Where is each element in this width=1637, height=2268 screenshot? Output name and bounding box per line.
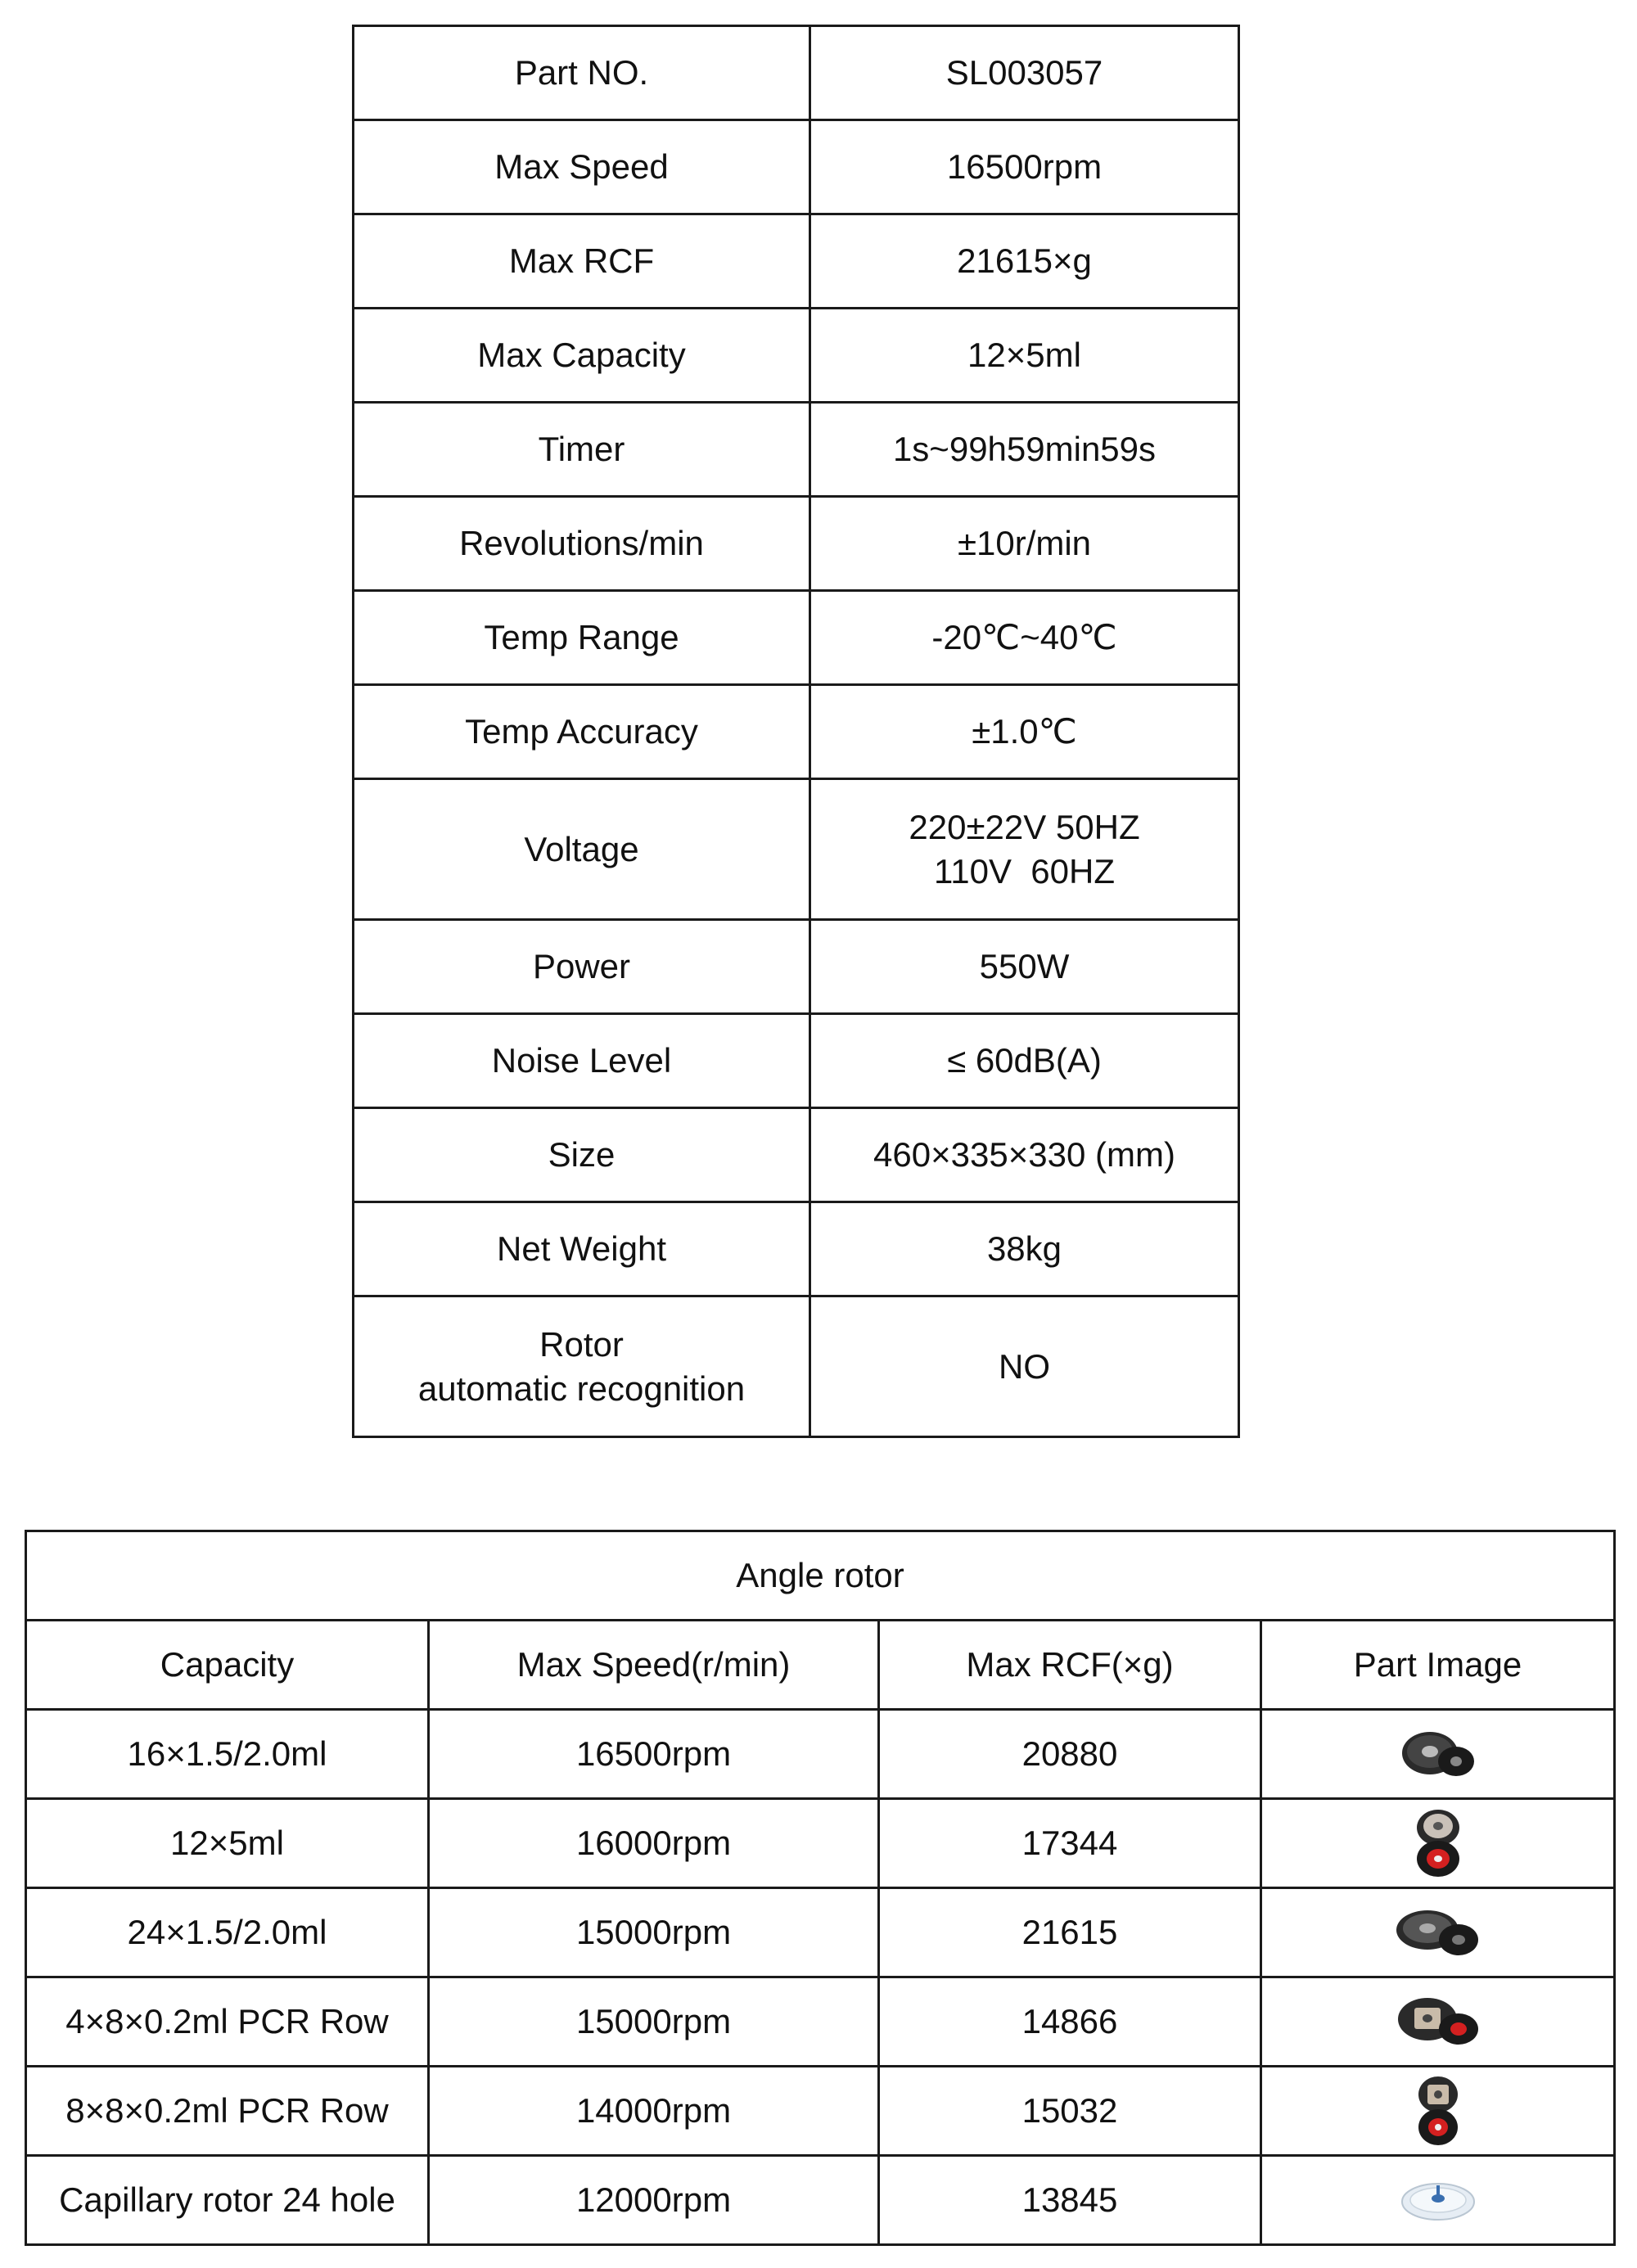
header-capacity: Capacity	[26, 1621, 429, 1710]
spec-row	[354, 1014, 1239, 1108]
rcf-cell: 14866	[879, 1977, 1261, 2067]
spec-value: SL003057	[810, 26, 1239, 120]
spec-row	[354, 920, 1239, 1014]
spec-row	[354, 591, 1239, 685]
speed-cell: 15000rpm	[429, 1977, 879, 2067]
rcf-cell: 13845	[879, 2156, 1261, 2245]
spec-label: Noise Level	[354, 1014, 810, 1108]
spec-row	[354, 403, 1239, 497]
spec-table	[352, 25, 1240, 1438]
capacity-cell: 4×8×0.2ml PCR Row	[26, 1977, 429, 2067]
spec-label: Size	[354, 1108, 810, 1202]
table-row	[26, 1799, 1615, 1888]
table-row	[26, 2067, 1615, 2156]
spec-label: Voltage	[354, 779, 810, 920]
rotor-table-title: Angle rotor	[26, 1531, 1615, 1621]
spec-label: Temp Range	[354, 591, 810, 685]
capacity-cell: Capillary rotor 24 hole	[26, 2156, 429, 2245]
black-rotor-icon	[1397, 1725, 1479, 1783]
spec-label: Max RCF	[354, 214, 810, 309]
rotor-header-row	[26, 1621, 1615, 1710]
rcf-cell: 21615	[879, 1888, 1261, 1977]
spec-label: Max Capacity	[354, 309, 810, 403]
spec-row	[354, 1108, 1239, 1202]
rotor-title-row	[26, 1531, 1615, 1621]
table-row	[26, 2156, 1615, 2245]
spec-label: Power	[354, 920, 810, 1014]
spec-label: Max Speed	[354, 120, 810, 214]
table-row	[26, 1710, 1615, 1799]
capacity-cell: 12×5ml	[26, 1799, 429, 1888]
rotor-table	[25, 1530, 1616, 2246]
spec-label: Timer	[354, 403, 810, 497]
spec-value: 12×5ml	[810, 309, 1239, 403]
rcf-cell: 17344	[879, 1799, 1261, 1888]
spec-row	[354, 309, 1239, 403]
rotor-label-line-1: Rotor	[539, 1324, 624, 1364]
spec-row	[354, 1296, 1239, 1437]
pcr-rotor-red-icon	[1393, 1993, 1483, 2050]
pcr-stacked-rotor-icon	[1409, 2073, 1467, 2149]
spec-value: NO	[810, 1296, 1239, 1437]
capacity-cell: 16×1.5/2.0ml	[26, 1710, 429, 1799]
spec-value: ±10r/min	[810, 497, 1239, 591]
spec-row	[354, 120, 1239, 214]
speed-cell: 12000rpm	[429, 2156, 879, 2245]
image-cell	[1261, 2156, 1615, 2245]
speed-cell: 16000rpm	[429, 1799, 879, 1888]
spec-row	[354, 26, 1239, 120]
red-stacked-rotor-icon	[1405, 1806, 1471, 1880]
spec-row	[354, 214, 1239, 309]
voltage-line-1: 220±22V 50HZ	[909, 807, 1140, 846]
speed-cell: 16500rpm	[429, 1710, 879, 1799]
spec-row	[354, 779, 1239, 920]
spec-row	[354, 1202, 1239, 1296]
speed-cell: 14000rpm	[429, 2067, 879, 2156]
capacity-cell: 24×1.5/2.0ml	[26, 1888, 429, 1977]
table-row	[26, 1977, 1615, 2067]
table-row	[26, 1888, 1615, 1977]
spec-value: 1s~99h59min59s	[810, 403, 1239, 497]
header-part-image: Part Image	[1261, 1621, 1615, 1710]
spec-row	[354, 685, 1239, 779]
spec-value: ≤ 60dB(A)	[810, 1014, 1239, 1108]
spec-value: -20℃~40℃	[810, 591, 1239, 685]
speed-cell: 15000rpm	[429, 1888, 879, 1977]
image-cell	[1261, 1977, 1615, 2067]
spec-row	[354, 497, 1239, 591]
image-cell	[1261, 1799, 1615, 1888]
image-cell	[1261, 1888, 1615, 1977]
spec-value: 550W	[810, 920, 1239, 1014]
spec-value	[810, 779, 1239, 920]
spec-label	[354, 1296, 810, 1437]
header-max-speed: Max Speed(r/min)	[429, 1621, 879, 1710]
spec-value: ±1.0℃	[810, 685, 1239, 779]
spec-value: 460×335×330 (mm)	[810, 1108, 1239, 1202]
spec-value: 38kg	[810, 1202, 1239, 1296]
rcf-cell: 20880	[879, 1710, 1261, 1799]
image-cell	[1261, 2067, 1615, 2156]
spec-value: 16500rpm	[810, 120, 1239, 214]
black-rotor-icon	[1393, 1904, 1483, 1961]
voltage-line-2: 110V 60HZ	[933, 851, 1115, 891]
rotor-label-line-2: automatic recognition	[417, 1368, 746, 1408]
image-cell	[1261, 1710, 1615, 1799]
spec-value: 21615×g	[810, 214, 1239, 309]
spec-label: Net Weight	[354, 1202, 810, 1296]
header-max-rcf: Max RCF(×g)	[879, 1621, 1261, 1710]
spec-label: Part NO.	[354, 26, 810, 120]
capacity-cell: 8×8×0.2ml PCR Row	[26, 2067, 429, 2156]
capillary-rotor-icon	[1397, 2176, 1479, 2225]
spec-label: Revolutions/min	[354, 497, 810, 591]
spec-label: Temp Accuracy	[354, 685, 810, 779]
rcf-cell: 15032	[879, 2067, 1261, 2156]
